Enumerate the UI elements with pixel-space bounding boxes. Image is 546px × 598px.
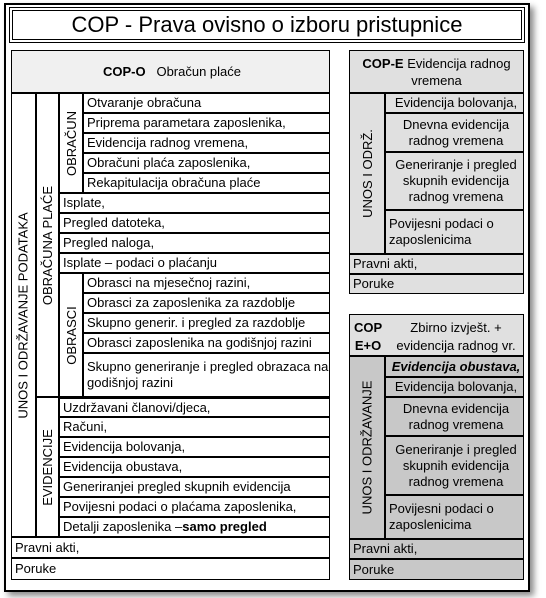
left-header-label: Obračun plaće (156, 63, 242, 79)
vertical-label-evidencije (36, 397, 59, 537)
list-item[interactable]: Pregled datoteka, (59, 213, 330, 233)
list-item[interactable]: Evidencija radnog vremena, (83, 133, 330, 153)
right-bottom-header-label: Zbirno izvješt. + evidencija radnog vr. (396, 320, 516, 353)
list-item[interactable]: Isplate – podaci o plaćanju (59, 253, 330, 273)
poruke-right-bottom[interactable]: Poruke (349, 559, 524, 580)
list-item[interactable]: Dnevna evidencija radnog vremena (385, 397, 524, 436)
list-item[interactable]: Rekapitulacija obračuna plaće (83, 173, 330, 193)
vertical-label-obrasci (59, 273, 83, 397)
poruke-right-top[interactable]: Poruke (349, 274, 524, 294)
list-item[interactable]: Dnevna evidencija radnog vremena (385, 113, 524, 152)
vertical-label-unos-odrzavanje (349, 356, 385, 539)
list-item[interactable]: Skupno generiranje i pregled obrazaca na godišnjoj razini (83, 353, 330, 397)
vertical-label-unos-text: UNOS I ODRŽAVANJE PODATAKA (16, 211, 31, 419)
vertical-label-obracuna-text: OBRAČUNA PLAĆE (40, 185, 56, 305)
vertical-label-unos (11, 93, 36, 537)
list-item[interactable]: Obrasci na mjesečnoj razini, (83, 273, 330, 293)
list-item[interactable]: Povijesni podaci o zaposlenicima (385, 495, 524, 539)
right-bottom-code-2: E+O (354, 338, 382, 353)
title-text: COP - Prava ovisno o izboru pristupnice (71, 12, 463, 37)
list-item[interactable]: Obrasci za zaposlenika za razdoblje (83, 293, 330, 313)
left-header (11, 50, 330, 93)
list-item[interactable]: Povijesni podaci o zaposlenicima (385, 210, 524, 254)
right-bottom-header (349, 314, 524, 356)
vertical-label-obracun-text: OBRAČUN (63, 110, 79, 176)
list-item[interactable]: Pregled naloga, (59, 233, 330, 253)
right-bottom-header-codes (354, 319, 382, 355)
list-item[interactable]: Otvaranje obračuna (83, 93, 330, 113)
vertical-label-obracuna-place (36, 93, 59, 397)
list-item[interactable]: Evidencija bolovanja, (385, 93, 524, 113)
left-header-code: COP-O (102, 63, 146, 79)
list-item[interactable]: Obračuni plaća zaposlenika, (83, 153, 330, 173)
vertical-label-obracun (59, 93, 83, 193)
right-top-header (349, 50, 524, 93)
vertical-label-unos-odrzavanje-text: UNOS I ODRŽAVANJE (359, 380, 375, 515)
list-item[interactable]: Isplate, (59, 193, 330, 213)
pravni-akti-right-top[interactable]: Pravni akti, (349, 254, 524, 274)
list-item[interactable]: Uzdržavani članovi/djeca, (59, 397, 330, 417)
list-item[interactable]: Računi, (59, 417, 330, 437)
right-bottom-code-1: COP (354, 320, 383, 335)
pravni-akti-right-bottom[interactable]: Pravni akti, (349, 539, 524, 559)
list-item[interactable]: Generiranje i pregled skupnih evidencija radnog vremena (385, 152, 524, 210)
list-item[interactable]: Generiranjei pregled skupnih evidencija (59, 477, 330, 497)
page-title (9, 7, 525, 43)
pravni-akti-left[interactable]: Pravni akti, (11, 537, 330, 558)
right-top-header-label: Evidencija radnog vremena (407, 55, 511, 88)
detalji-bold-text: samo pregled (182, 519, 267, 534)
list-item-detalji[interactable] (59, 517, 330, 537)
list-item[interactable]: Obrasci zaposlenika na godišnjoj razini (83, 333, 330, 353)
list-item[interactable]: Evidencija bolovanja, (385, 377, 524, 397)
list-item[interactable]: Povijesni podaci o plaćama zaposlenika, (59, 497, 330, 517)
list-item[interactable]: Generiranje i pregled skupnih evidencija radnog vremena (385, 436, 524, 495)
list-item[interactable]: Evidencija obustava, (385, 356, 524, 377)
list-item[interactable]: Evidencija bolovanja, (59, 437, 330, 457)
poruke-left[interactable]: Poruke (11, 558, 330, 580)
list-item[interactable]: Evidencija obustava, (59, 457, 330, 477)
vertical-label-obrasci-text: OBRASCI (63, 305, 79, 365)
list-item[interactable]: Priprema parametara zaposlenika, (83, 113, 330, 133)
list-item[interactable]: Skupno generir. i pregled za razdoblje (83, 313, 330, 333)
right-top-header-code: COP-E (362, 55, 404, 71)
vertical-label-unos-odrz (349, 93, 385, 254)
vertical-label-evidencije-text: EVIDENCIJE (40, 428, 56, 506)
detalji-text: Detalji zaposlenika – (63, 519, 183, 534)
vertical-label-unos-odrz-text: UNOS I ODRŽ. (359, 129, 375, 218)
